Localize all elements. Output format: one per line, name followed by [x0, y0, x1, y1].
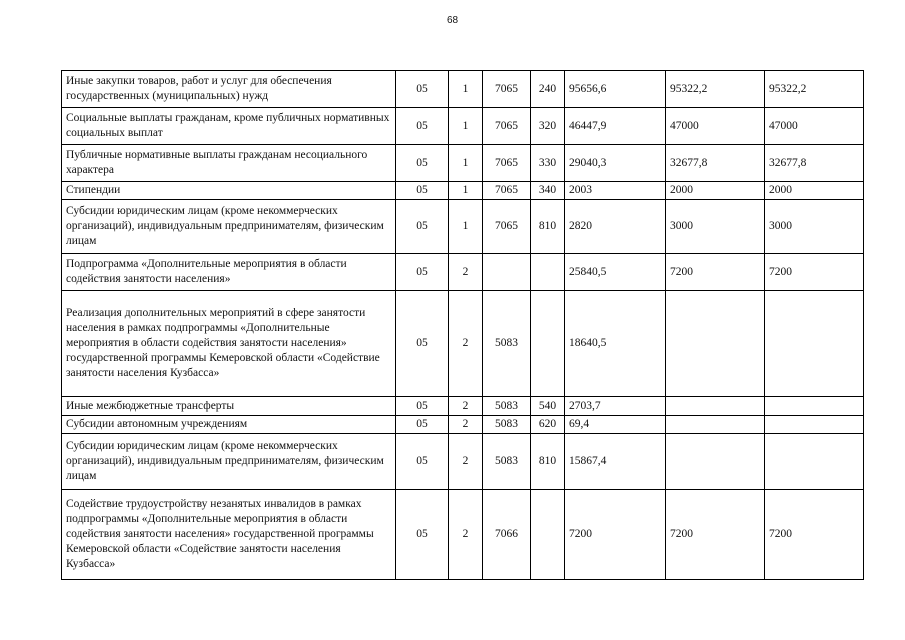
- cell-amount-3: 7200: [765, 490, 864, 580]
- cell-section: 05: [396, 200, 449, 254]
- cell-amount-2: [666, 291, 765, 397]
- cell-expense-type: 240: [531, 71, 565, 108]
- cell-name: Социальные выплаты гражданам, кроме публичных нормативных социальных выплат: [62, 108, 396, 145]
- cell-name: Субсидии юридическим лицам (кроме некоммерческих организаций), индивидуальным предпринимателям, физическим лицам: [62, 434, 396, 490]
- table-row: [62, 108, 864, 145]
- cell-subsection: 1: [449, 145, 483, 182]
- cell-target-code: 5083: [483, 434, 531, 490]
- cell-amount-2: 7200: [666, 490, 765, 580]
- cell-amount-3: 3000: [765, 200, 864, 254]
- cell-amount-3: [765, 291, 864, 397]
- cell-amount-2: 95322,2: [666, 71, 765, 108]
- cell-target-code: [483, 254, 531, 291]
- cell-amount-1: 2703,7: [565, 397, 666, 416]
- cell-section: 05: [396, 291, 449, 397]
- cell-name: Субсидии автономным учреждениям: [62, 416, 396, 434]
- cell-amount-3: 32677,8: [765, 145, 864, 182]
- cell-subsection: 1: [449, 108, 483, 145]
- cell-section: 05: [396, 108, 449, 145]
- cell-section: 05: [396, 490, 449, 580]
- cell-name: Подпрограмма «Дополнительные мероприятия в области содействия занятости населения»: [62, 254, 396, 291]
- cell-subsection: 2: [449, 254, 483, 291]
- cell-name: Реализация дополнительных мероприятий в сфере занятости населения в рамках подпрограммы «Дополнительные мероприятия в области содействия занятости населения» государственной программы Кемеровской области «Содействие занятости населения Кузбасса»: [62, 291, 396, 397]
- cell-section: 05: [396, 434, 449, 490]
- cell-target-code: 7065: [483, 200, 531, 254]
- cell-amount-1: 29040,3: [565, 145, 666, 182]
- cell-amount-3: 95322,2: [765, 71, 864, 108]
- cell-expense-type: [531, 254, 565, 291]
- cell-section: 05: [396, 416, 449, 434]
- cell-subsection: 2: [449, 434, 483, 490]
- table-row: [62, 254, 864, 291]
- cell-amount-2: [666, 434, 765, 490]
- cell-amount-2: 47000: [666, 108, 765, 145]
- cell-amount-2: 7200: [666, 254, 765, 291]
- cell-amount-1: 2820: [565, 200, 666, 254]
- cell-amount-3: 7200: [765, 254, 864, 291]
- cell-amount-3: 47000: [765, 108, 864, 145]
- cell-amount-2: 32677,8: [666, 145, 765, 182]
- budget-table-body: [62, 71, 864, 580]
- table-row: [62, 71, 864, 108]
- cell-subsection: 2: [449, 416, 483, 434]
- cell-target-code: 7065: [483, 145, 531, 182]
- cell-name: Иные межбюджетные трансферты: [62, 397, 396, 416]
- cell-expense-type: [531, 490, 565, 580]
- cell-amount-1: 69,4: [565, 416, 666, 434]
- cell-subsection: 1: [449, 182, 483, 200]
- table-row: [62, 490, 864, 580]
- cell-expense-type: 620: [531, 416, 565, 434]
- cell-amount-1: 95656,6: [565, 71, 666, 108]
- cell-target-code: 7065: [483, 71, 531, 108]
- cell-target-code: 5083: [483, 416, 531, 434]
- cell-expense-type: 320: [531, 108, 565, 145]
- cell-amount-1: 25840,5: [565, 254, 666, 291]
- cell-name: Содействие трудоустройству незанятых инвалидов в рамках подпрограммы «Дополнительные мероприятия в области содействия занятости населения» государственной программы Кемеровской области «Содействие занятости населения Кузбасса»: [62, 490, 396, 580]
- cell-subsection: 2: [449, 291, 483, 397]
- cell-amount-2: 3000: [666, 200, 765, 254]
- cell-subsection: 2: [449, 397, 483, 416]
- cell-subsection: 1: [449, 200, 483, 254]
- table-row: [62, 182, 864, 200]
- cell-expense-type: [531, 291, 565, 397]
- cell-target-code: 5083: [483, 397, 531, 416]
- cell-amount-1: 15867,4: [565, 434, 666, 490]
- cell-amount-1: 7200: [565, 490, 666, 580]
- cell-amount-3: [765, 416, 864, 434]
- cell-expense-type: 810: [531, 434, 565, 490]
- table-row: [62, 434, 864, 490]
- cell-name: Стипендии: [62, 182, 396, 200]
- table-row: [62, 291, 864, 397]
- cell-subsection: 2: [449, 490, 483, 580]
- page-number: 68: [446, 15, 459, 26]
- cell-section: 05: [396, 182, 449, 200]
- cell-expense-type: 540: [531, 397, 565, 416]
- cell-amount-3: [765, 397, 864, 416]
- cell-expense-type: 340: [531, 182, 565, 200]
- cell-name: Публичные нормативные выплаты гражданам несоциального характера: [62, 145, 396, 182]
- table-row: [62, 200, 864, 254]
- cell-section: 05: [396, 397, 449, 416]
- budget-table: [61, 70, 864, 580]
- cell-amount-2: [666, 397, 765, 416]
- cell-target-code: 7065: [483, 108, 531, 145]
- table-row: [62, 416, 864, 434]
- cell-target-code: 7065: [483, 182, 531, 200]
- cell-name: Иные закупки товаров, работ и услуг для обеспечения государственных (муниципальных) нужд: [62, 71, 396, 108]
- cell-amount-2: 2000: [666, 182, 765, 200]
- cell-name: Субсидии юридическим лицам (кроме некоммерческих организаций), индивидуальным предпринимателям, физическим лицам: [62, 200, 396, 254]
- cell-expense-type: 810: [531, 200, 565, 254]
- cell-subsection: 1: [449, 71, 483, 108]
- cell-section: 05: [396, 145, 449, 182]
- cell-target-code: 5083: [483, 291, 531, 397]
- cell-amount-1: 46447,9: [565, 108, 666, 145]
- cell-expense-type: 330: [531, 145, 565, 182]
- cell-amount-3: [765, 434, 864, 490]
- cell-section: 05: [396, 254, 449, 291]
- table-row: [62, 397, 864, 416]
- cell-amount-2: [666, 416, 765, 434]
- cell-amount-1: 2003: [565, 182, 666, 200]
- cell-amount-3: 2000: [765, 182, 864, 200]
- cell-section: 05: [396, 71, 449, 108]
- cell-amount-1: 18640,5: [565, 291, 666, 397]
- cell-target-code: 7066: [483, 490, 531, 580]
- table-row: [62, 145, 864, 182]
